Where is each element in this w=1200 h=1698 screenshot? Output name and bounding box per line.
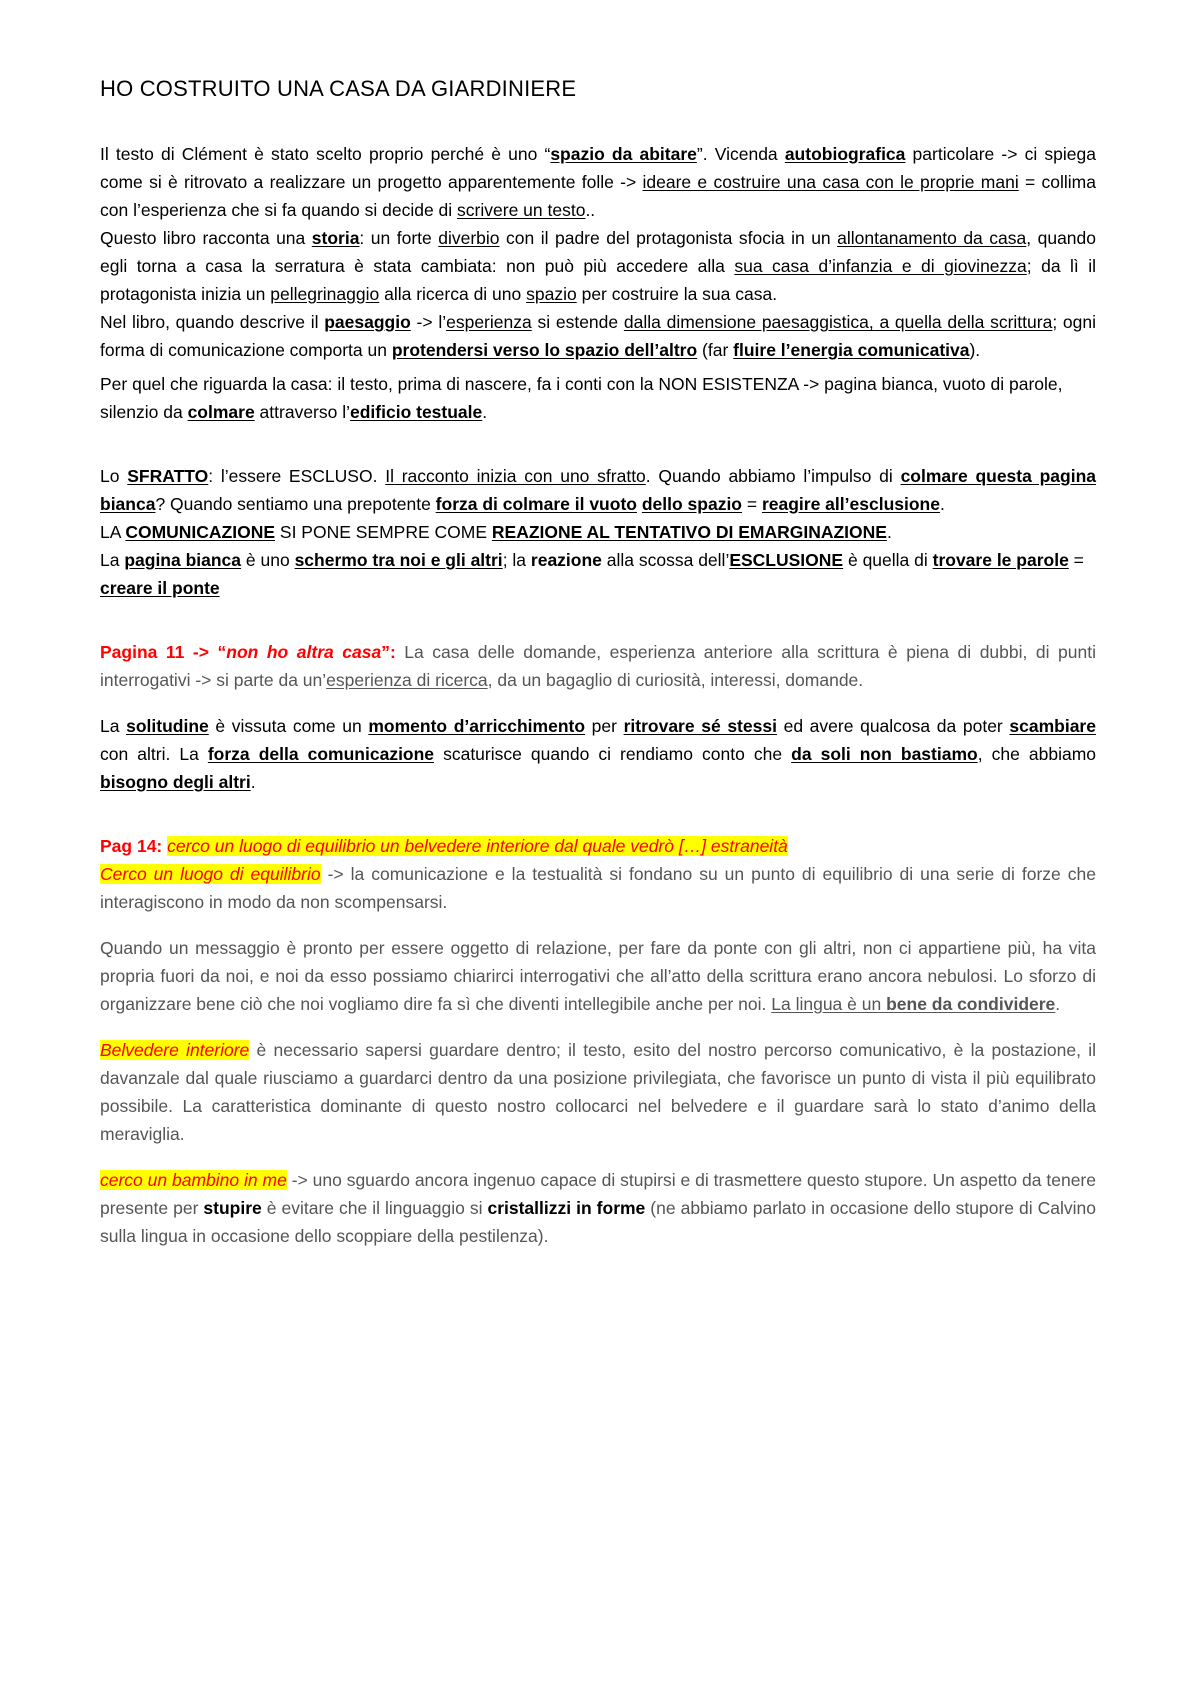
- text: . Quando abbiamo l’impulso di: [645, 466, 901, 486]
- underlined-text: reagire all’esclusione: [761, 494, 940, 514]
- paragraph-intro: [100, 140, 1096, 224]
- text: Lo: [100, 466, 128, 486]
- quote-text: non ho altra casa: [226, 642, 382, 662]
- underlined-text: pellegrinaggio: [270, 284, 380, 304]
- text: ; la: [502, 550, 531, 570]
- paragraph-solitude: [100, 712, 1096, 796]
- text: ; da lì il protagonista inizia un: [100, 256, 1096, 304]
- underlined-text: spazio da abitare: [550, 144, 697, 164]
- text: scaturisce quando ci rendiamo conto che: [434, 744, 792, 764]
- text: .: [482, 402, 488, 422]
- underlined-text: storia: [311, 228, 360, 248]
- text: Per quel che riguarda la casa: il testo, prima di nascere, fa i conti con la NON ESISTENZA -> pagina bianca, vuoto di parole, silenzio da: [100, 374, 1063, 422]
- underlined-text: scambiare: [1009, 716, 1096, 736]
- underlined-text: REAZIONE AL TENTATIVO DI EMARGINAZIONE: [491, 522, 887, 542]
- paragraph-belvedere: [100, 1036, 1096, 1148]
- text: ? Quando sentiamo una prepotente: [155, 494, 436, 514]
- underlined-text: fluire l’energia comunicativa: [733, 340, 970, 360]
- page-reference: Pag 14:: [100, 836, 168, 856]
- underlined-text: trovare le parole: [932, 550, 1069, 570]
- text: per: [585, 716, 624, 736]
- underlined-text: COMUNICAZIONE: [125, 522, 276, 542]
- page-title: HO COSTRUITO UNA CASA DA GIARDINIERE: [100, 76, 577, 101]
- underlined-text: pagina bianca: [124, 550, 242, 570]
- text: ed avere qualcosa da poter: [776, 716, 1010, 736]
- text: .: [250, 772, 256, 792]
- text: Quando un messaggio è pronto per essere oggetto di relazione, per fare da ponte con gli altri, non ci appartiene più, ha vita propria fuori da noi, e noi da esso possiamo chiarirci interrogativi che all’atto della scrittura erano ancora nebulosi. Lo sforzo di organizzare bene ciò che noi vogliamo dire fa sì che diventi intellegibile anche per noi.: [100, 938, 1096, 1014]
- text: ..: [585, 200, 596, 220]
- text: , da un bagaglio di curiosità, interessi, domande.: [487, 670, 864, 690]
- paragraph-child: [100, 1166, 1096, 1250]
- underlined-text: diverbio: [438, 228, 500, 248]
- underlined-text: forza di colmare il vuoto: [435, 494, 637, 514]
- text: -> l’: [410, 312, 447, 332]
- text: è necessario sapersi guardare dentro; il testo, esito del nostro percorso comunicativo, è la postazione, il davanzale dal quale riusciamo a guardarci dentro da una posizione privilegiata, che favorisce un punto di vista il più equilibrato possibile. La caratteristica dominante di questo nostro collocarci nel belvedere e il guardare sarà lo stato d’animo della meraviglia.: [100, 1040, 1096, 1144]
- paragraph-communication: [100, 518, 1096, 546]
- underlined-text: ESCLUSIONE: [729, 550, 844, 570]
- paragraph-blank-page: [100, 546, 1096, 602]
- text: ”. Vicenda: [696, 144, 785, 164]
- text: , quando egli torna a casa la serratura è stata cambiata: non può più accedere alla: [100, 228, 1096, 276]
- underlined-text: paesaggio: [324, 312, 411, 332]
- text: , che abbiamo: [977, 744, 1097, 764]
- text: -> uno sguardo ancora ingenuo capace di stupirsi e di trasmettere questo stupore. Un aspetto da tenere presente per: [100, 1170, 1096, 1218]
- paragraph-landscape: [100, 308, 1096, 364]
- paragraph-page-11: [100, 638, 1096, 694]
- text: -> la comunicazione e la testualità si fondano su un punto di equilibrio di una serie di forze che interagiscono in modo da non scompensarsi.: [100, 864, 1096, 912]
- highlighted-quote: Cerco un luogo di equilibrio: [100, 864, 321, 884]
- underlined-text: esperienza: [446, 312, 532, 332]
- text: : l’essere ESCLUSO.: [208, 466, 386, 486]
- text: .: [886, 522, 892, 542]
- underlined-text: da soli non bastiamo: [791, 744, 978, 764]
- text: con il padre del protagonista sfocia in un: [499, 228, 838, 248]
- underlined-text: dello spazio: [641, 494, 742, 514]
- text: .: [1055, 994, 1061, 1014]
- text: Questo libro racconta una: [100, 228, 312, 248]
- underlined-text: allontanamento da casa: [837, 228, 1027, 248]
- text: .: [939, 494, 945, 514]
- underlined-text: solitudine: [126, 716, 209, 736]
- paragraph-page-14-heading: [100, 832, 1096, 860]
- text: (far: [697, 340, 734, 360]
- text: è vissuta come un: [208, 716, 369, 736]
- text: = collima con l’esperienza che si fa quando si decide di: [100, 172, 1096, 220]
- paragraph-equilibrium: [100, 860, 1096, 916]
- text: : un forte: [359, 228, 439, 248]
- text: alla scossa dell’: [601, 550, 730, 570]
- text: Il testo di Clément è stato scelto proprio perché è uno “: [100, 144, 551, 164]
- text: La: [100, 550, 125, 570]
- highlighted-quote: cerco un luogo di equilibrio un belvedere interiore dal quale vedrò […] estraneità: [167, 836, 788, 856]
- page-reference: Pagina 11 -> “: [100, 642, 227, 662]
- text: per costruire la sua casa.: [576, 284, 778, 304]
- underlined-text: ideare e costruire una casa con le proprie mani: [642, 172, 1019, 192]
- text: =: [742, 494, 762, 514]
- paragraph-story: [100, 224, 1096, 308]
- text: è quella di: [843, 550, 933, 570]
- underlined-text: Il racconto inizia con uno sfratto: [385, 466, 646, 486]
- underlined-text: colmare: [187, 402, 255, 422]
- text: LA: [100, 522, 126, 542]
- underlined-text: spazio: [526, 284, 577, 304]
- page-reference: ”:: [381, 642, 396, 662]
- underlined-text: esperienza di ricerca: [326, 670, 488, 690]
- bold-text: reazione: [530, 550, 602, 570]
- underlined-text: ritrovare sé stessi: [623, 716, 777, 736]
- underlined-text: schermo tra noi e gli altri: [294, 550, 503, 570]
- underlined-text: autobiografica: [784, 144, 906, 164]
- highlighted-quote: cerco un bambino in me: [100, 1170, 287, 1190]
- underlined-text: sua casa d’infanzia e di giovinezza: [734, 256, 1027, 276]
- underlined-text: dalla dimensione paesaggistica, a quella della scrittura: [623, 312, 1053, 332]
- underlined-text: protendersi verso lo spazio dell’altro: [391, 340, 698, 360]
- bold-text: cristallizzi in forme: [487, 1198, 646, 1218]
- text: alla ricerca di uno: [379, 284, 527, 304]
- underlined-text: creare il ponte: [100, 578, 220, 598]
- underlined-text: forza della comunicazione: [207, 744, 435, 764]
- text: SI PONE SEMPRE COME: [275, 522, 492, 542]
- text: attraverso l’: [254, 402, 350, 422]
- underlined-text: colmare questa pagina bianca: [100, 466, 1097, 514]
- text: ).: [969, 340, 981, 360]
- text: è uno: [241, 550, 295, 570]
- paragraph-message: [100, 934, 1096, 1018]
- text: La casa delle domande, esperienza anteriore alla scrittura è piena di dubbi, di punti interrogativi -> si parte da un’: [100, 642, 1096, 690]
- paragraph-house: [100, 370, 1096, 426]
- highlighted-quote: Belvedere interiore: [100, 1040, 250, 1060]
- paragraph-eviction: [100, 462, 1096, 518]
- underlined-text: SFRATTO: [127, 466, 209, 486]
- underlined-text: bisogno degli altri: [100, 772, 251, 792]
- text: ; ogni forma di comunicazione comporta un: [100, 312, 1097, 360]
- text: =: [1068, 550, 1084, 570]
- text: (ne abbiamo parlato in occasione dello stupore di Calvino sulla lingua in occasione dello scoppiare della pestilenza).: [100, 1198, 1096, 1246]
- bold-text: stupire: [203, 1198, 262, 1218]
- underlined-text: momento d’arricchimento: [368, 716, 586, 736]
- underlined-text: bene da condividere: [886, 994, 1056, 1014]
- text: si estende: [531, 312, 624, 332]
- text: con altri. La: [100, 744, 208, 764]
- underlined-text: La lingua è un: [771, 994, 887, 1014]
- text: particolare -> ci spiega come si è ritrovato a realizzare un progetto apparentemente folle ->: [100, 144, 1096, 192]
- document-body: [100, 76, 1096, 1250]
- text: Nel libro, quando descrive il: [100, 312, 325, 332]
- underlined-text: edificio testuale: [350, 402, 483, 422]
- underlined-text: scrivere un testo: [457, 200, 586, 220]
- text: è evitare che il linguaggio si: [261, 1198, 488, 1218]
- text: La: [100, 716, 127, 736]
